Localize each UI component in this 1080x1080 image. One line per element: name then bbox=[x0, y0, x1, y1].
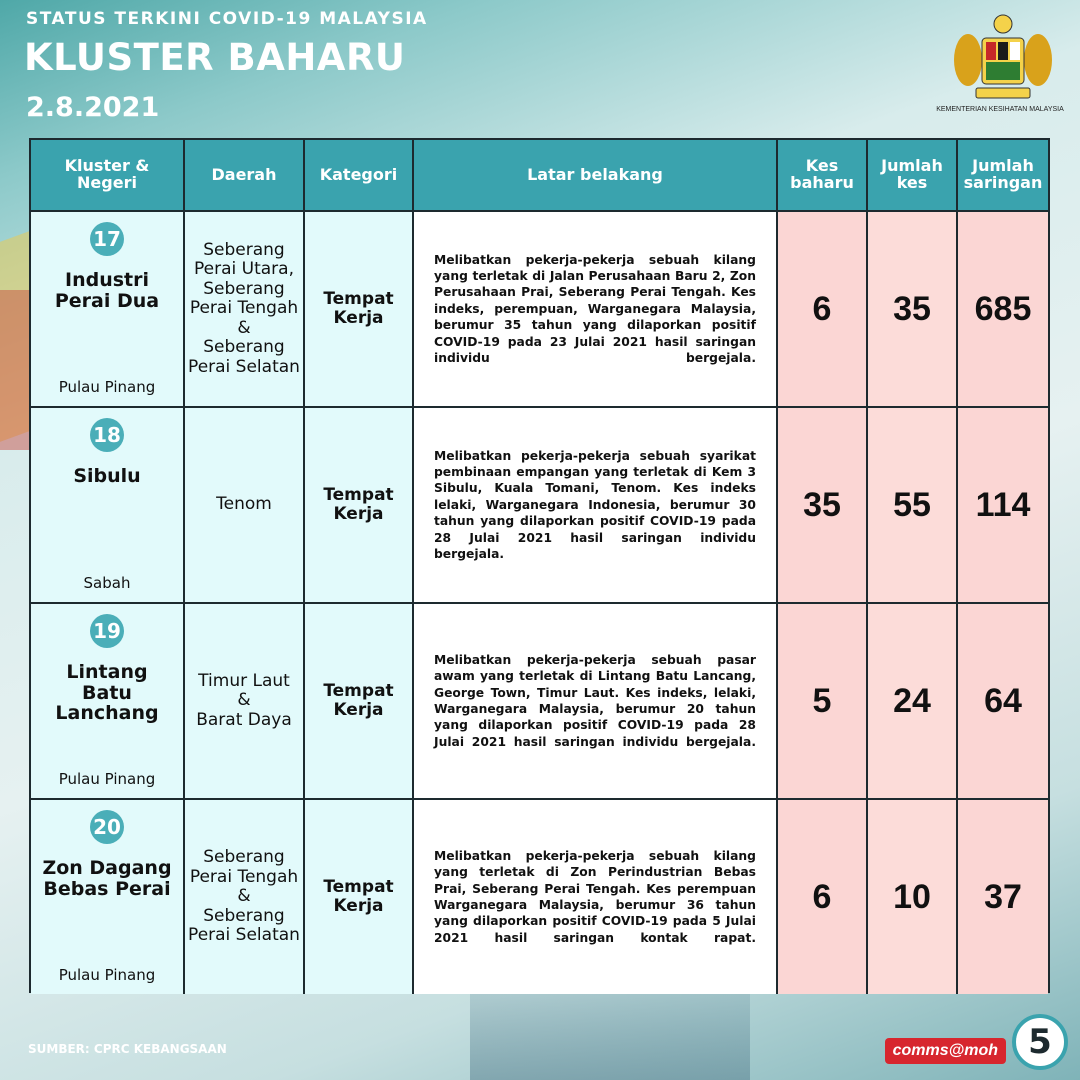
cluster-name: Lintang Batu Lanchang bbox=[55, 661, 159, 725]
latar-text: Melibatkan pekerja-pekerja sebuah kilang yang terletak di Jalan Perusahaan Baru 2, Zon Perusahaan Prai, Seberang Perai Tengah. Kes indeks, perempuan, Warganegara Malaysia, berumur 35 tahun yang dilaporkan positif COVID-19 pada 23 Julai 2021 hasil saringan individu bergejala. bbox=[434, 252, 756, 365]
kes-baharu-cell: 5 bbox=[778, 604, 868, 798]
daerah-cell: Seberang Perai Tengah & Seberang Perai Selatan bbox=[185, 800, 305, 994]
cluster-name: Industri Perai Dua bbox=[54, 269, 160, 312]
kes-baharu-cell: 6 bbox=[778, 800, 868, 994]
column-header-daerah: Daerah bbox=[185, 140, 305, 210]
jumlah-saringan-cell: 685 bbox=[958, 212, 1048, 406]
column-header-jumlah-kes: Jumlah kes bbox=[868, 140, 958, 210]
jumlah-kes-cell: 10 bbox=[868, 800, 958, 994]
column-header-kategori: Kategori bbox=[305, 140, 414, 210]
cluster-name: Zon Dagang Bebas Perai bbox=[42, 857, 172, 900]
kategori-cell: Tempat Kerja bbox=[305, 800, 414, 994]
latar-cell bbox=[414, 212, 778, 406]
jumlah-saringan-cell: 114 bbox=[958, 408, 1048, 602]
column-header-kluster: Kluster & Negeri bbox=[31, 140, 185, 210]
table-row bbox=[31, 406, 1048, 602]
jumlah-kes-cell: 24 bbox=[868, 604, 958, 798]
cluster-cell bbox=[31, 800, 185, 994]
source-note: SUMBER: CPRC KEBANGSAAN bbox=[28, 1042, 227, 1056]
cluster-number: 19 bbox=[90, 614, 124, 648]
coat-of-arms-icon bbox=[948, 12, 1058, 102]
daerah-cell: Tenom bbox=[185, 408, 305, 602]
latar-cell bbox=[414, 408, 778, 602]
latar-text: Melibatkan pekerja-pekerja sebuah syarikat pembinaan empangan yang terletak di Kem 3 Sibulu, Kuala Tomani, Tenom. Kes indeks lelaki, Warganegara Indonesia, berumur 30 tahun yang dilaporkan positif COVID-19 pada 28 Julai 2021 hasil saringan individu bergejala. bbox=[434, 448, 756, 561]
cluster-number: 18 bbox=[90, 418, 124, 452]
latar-text: Melibatkan pekerja-pekerja sebuah pasar awam yang terletak di Lintang Batu Lancang, George Town, Timur Laut. Kes indeks, lelaki, Warganegara Malaysia, berumur 20 tahun yang dilaporkan positif COVID-19 pada 28 Julai 2021 hasil saringan individu bergejala. bbox=[434, 652, 756, 749]
logo-caption: KEMENTERIAN KESIHATAN MALAYSIA bbox=[936, 106, 1064, 113]
column-header-jumlah-saringan: Jumlah saringan bbox=[958, 140, 1048, 210]
table-header bbox=[31, 140, 1048, 210]
brand-badge: comms@moh bbox=[885, 1038, 1006, 1064]
daerah-cell: Timur Laut & Barat Daya bbox=[185, 604, 305, 798]
cluster-number: 17 bbox=[90, 222, 124, 256]
jumlah-saringan-cell: 37 bbox=[958, 800, 1048, 994]
table-row bbox=[31, 798, 1048, 994]
kategori-cell: Tempat Kerja bbox=[305, 408, 414, 602]
page-number: 5 bbox=[1012, 1014, 1068, 1070]
table-row bbox=[31, 210, 1048, 406]
cluster-state: Pulau Pinang bbox=[58, 770, 156, 788]
cluster-state: Sabah bbox=[83, 574, 131, 592]
latar-cell bbox=[414, 604, 778, 798]
kategori-cell: Tempat Kerja bbox=[305, 604, 414, 798]
kes-baharu-cell: 35 bbox=[778, 408, 868, 602]
cluster-name: Sibulu bbox=[73, 465, 141, 487]
latar-cell bbox=[414, 800, 778, 994]
daerah-cell: Seberang Perai Utara, Seberang Perai Tengah & Seberang Perai Selatan bbox=[185, 212, 305, 406]
cluster-cell bbox=[31, 408, 185, 602]
column-header-kes-baharu: Kes baharu bbox=[778, 140, 868, 210]
cluster-state: Pulau Pinang bbox=[58, 378, 156, 396]
jumlah-saringan-cell: 64 bbox=[958, 604, 1048, 798]
jumlah-kes-cell: 35 bbox=[868, 212, 958, 406]
latar-text: Melibatkan pekerja-pekerja sebuah kilang yang terletak di Zon Perindustrian Bebas Prai, Seberang Perai Tengah. Kes perempuan Warganegara Malaysia, berumur 36 tahun yang dilaporkan positif COVID-19 pada 5 Julai 2021 hasil saringan kontak rapat. bbox=[434, 848, 756, 945]
cluster-table bbox=[29, 138, 1050, 993]
jumlah-kes-cell: 55 bbox=[868, 408, 958, 602]
cluster-cell bbox=[31, 212, 185, 406]
header-date: 2.8.2021 bbox=[26, 92, 160, 123]
cluster-cell bbox=[31, 604, 185, 798]
cluster-state: Pulau Pinang bbox=[58, 966, 156, 984]
cluster-number: 20 bbox=[90, 810, 124, 844]
header-subtitle: STATUS TERKINI COVID-19 MALAYSIA bbox=[26, 9, 428, 29]
table-row bbox=[31, 602, 1048, 798]
kes-baharu-cell: 6 bbox=[778, 212, 868, 406]
column-header-latar: Latar belakang bbox=[414, 140, 778, 210]
page-title: KLUSTER BAHARU bbox=[24, 36, 406, 79]
kategori-cell: Tempat Kerja bbox=[305, 212, 414, 406]
